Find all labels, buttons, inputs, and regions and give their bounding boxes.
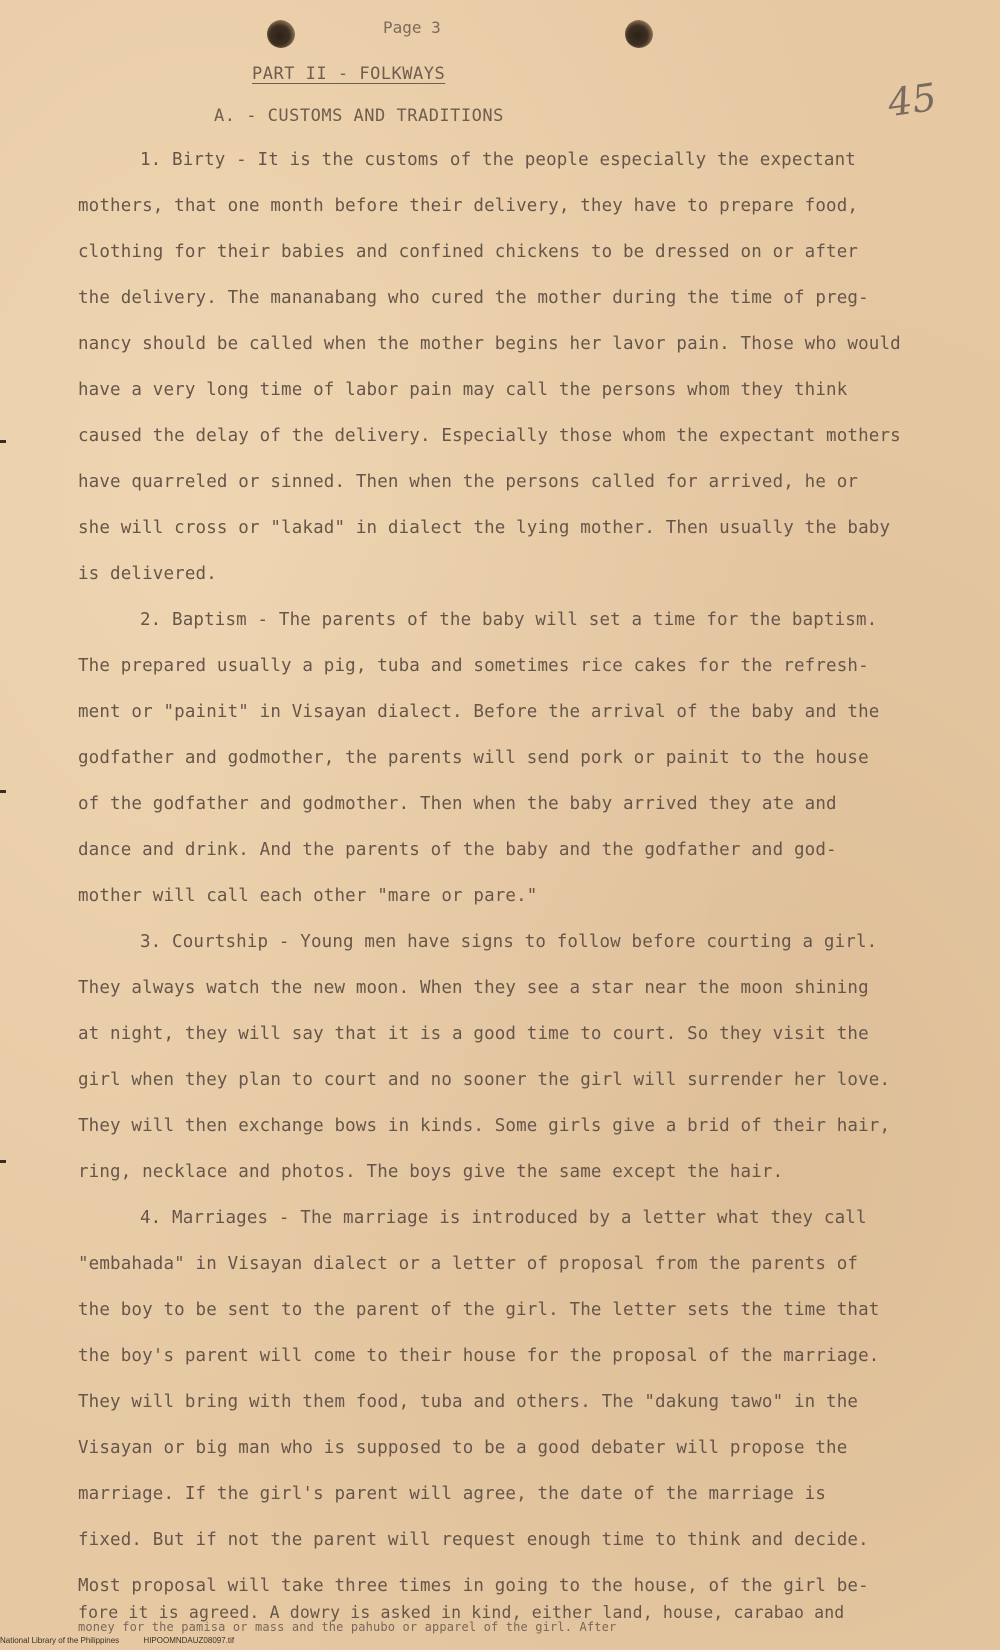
paragraph-courtship-line: girl when they plan to court and no sooner the girl will surrender her love. (78, 1070, 891, 1090)
footer-institution: National Library of the Philippines (0, 1636, 120, 1645)
page-number: Page 3 (383, 18, 441, 37)
paragraph-marriages-line: fore it is agreed. A dowry is asked in kind, either land, house, carabao and (78, 1603, 845, 1622)
paragraph-birth-line: caused the delay of the delivery. Especially those whom the expectant mothers (78, 426, 901, 446)
scan-footer (0, 1636, 256, 1645)
handwritten-page-annotation: 45 (885, 74, 940, 126)
paragraph-marriages-line: Visayan or big man who is supposed to be a good debater will propose the (78, 1438, 848, 1458)
paragraph-marriages-line: fixed. But if not the parent will request enough time to think and decide. (78, 1530, 869, 1550)
paragraph-birth-line: the delivery. The mananabang who cured the mother during the time of preg- (78, 288, 869, 308)
paragraph-birth-line: nancy should be called when the mother begins her lavor pain. Those who would (78, 334, 901, 354)
paragraph-birth-line: have a very long time of labor pain may call the persons whom they think (78, 380, 848, 400)
paragraph-courtship-line: 3. Courtship - Young men have signs to follow before courting a girl. (140, 932, 878, 952)
punch-hole-left (267, 20, 295, 48)
paragraph-birth-line: she will cross or "lakad" in dialect the lying mother. Then usually the baby (78, 518, 891, 538)
paragraph-birth-line: is delivered. (78, 564, 217, 584)
paragraph-marriages-line: marriage. If the girl's parent will agree, the date of the marriage is (78, 1484, 827, 1504)
punch-hole-right (625, 20, 653, 48)
paragraph-birth-line: mothers, that one month before their delivery, they have to prepare food, (78, 196, 859, 216)
paragraph-courtship-line: ring, necklace and photos. The boys give the same except the hair. (78, 1162, 784, 1182)
paragraph-marriages-line: They will bring with them food, tuba and others. The "dakung tawo" in the (78, 1392, 859, 1412)
paragraph-courtship-line: They always watch the new moon. When they see a star near the moon shining (78, 978, 869, 998)
paragraph-baptism-line: dance and drink. And the parents of the baby and the godfather and god- (78, 840, 837, 860)
paragraph-baptism-line: 2. Baptism - The parents of the baby will set a time for the baptism. (140, 610, 878, 630)
paragraph-marriages-line: the boy's parent will come to their house for the proposal of the marriage. (78, 1346, 880, 1366)
paragraph-baptism-line: godfather and godmother, the parents will send pork or painit to the house (78, 748, 869, 768)
paragraph-baptism-line: mother will call each other "mare or pare." (78, 886, 538, 906)
paragraph-baptism-line: The prepared usually a pig, tuba and sometimes rice cakes for the refresh- (78, 656, 869, 676)
footer-file-id: HIPOOMNDAUZ08097.tif (143, 1636, 235, 1645)
paragraph-birth-line: clothing for their babies and confined chickens to be dressed on or after (78, 242, 859, 262)
paragraph-marriages-line: "embahada" in Visayan dialect or a letter of proposal from the parents of (78, 1254, 859, 1274)
paragraph-marriages-line: money for the pamisa or mass and the pahubo or apparel of the girl. After (78, 1620, 617, 1634)
paragraph-birth-line: 1. Birty - It is the customs of the people especially the expectant (140, 150, 856, 170)
section-title: A. - CUSTOMS AND TRADITIONS (214, 106, 504, 126)
paragraph-marriages-line: 4. Marriages - The marriage is introduced by a letter what they call (140, 1208, 867, 1228)
paragraph-courtship-line: at night, they will say that it is a good time to court. So they visit the (78, 1024, 869, 1044)
paragraph-courtship-line: They will then exchange bows in kinds. Some girls give a brid of their hair, (78, 1116, 891, 1136)
page-edge-mark (0, 790, 6, 793)
paragraph-baptism-line: of the godfather and godmother. Then when the baby arrived they ate and (78, 794, 837, 814)
page-edge-mark (0, 1160, 6, 1163)
paragraph-birth-line: have quarreled or sinned. Then when the persons called for arrived, he or (78, 472, 859, 492)
paragraph-baptism-line: ment or "painit" in Visayan dialect. Before the arrival of the baby and the (78, 702, 880, 722)
page-edge-mark (0, 440, 6, 443)
paragraph-marriages-line: Most proposal will take three times in going to the house, of the girl be- (78, 1576, 869, 1596)
part-title: PART II - FOLKWAYS (252, 64, 446, 84)
paragraph-marriages-line: the boy to be sent to the parent of the girl. The letter sets the time that (78, 1300, 880, 1320)
